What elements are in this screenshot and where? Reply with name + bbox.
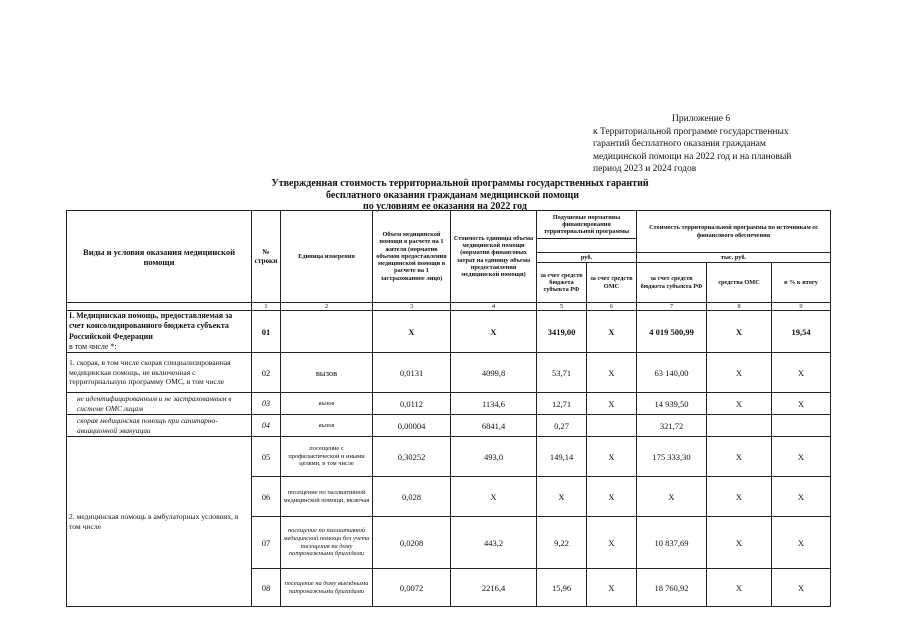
row-pct: X (772, 437, 831, 477)
row-description (67, 311, 252, 353)
row-cost-oms: X (707, 311, 772, 353)
row-code: 05 (252, 437, 281, 477)
row-cost-budget: 175 333,30 (637, 437, 707, 477)
header-pct: в % к итогу (772, 263, 831, 303)
column-numbers-row (67, 303, 831, 311)
row-description: не идентифицированным и не застрахованным в системе ОМС лицам (67, 393, 252, 415)
table-row (67, 393, 831, 415)
row-volume: 0,0112 (373, 393, 451, 415)
cost-table (66, 210, 831, 607)
column-number: 9 (772, 303, 831, 311)
title-line: бесплатного оказания гражданам медицинской помощи (325, 189, 579, 201)
header-volume: Объем медицинской помощи в расчете на 1 жителя (норматив объемов предоставления медицинской помощи в расчете на 1 застрахованное лицо) (373, 211, 451, 303)
row-cost: 2216,4 (451, 569, 537, 607)
row-cost-oms (707, 415, 772, 437)
row-budget: X (537, 477, 587, 517)
row-pct: X (772, 569, 831, 607)
row-budget: 12,71 (537, 393, 587, 415)
row-code: 03 (252, 393, 281, 415)
row-oms: X (587, 437, 637, 477)
row-cost-oms: X (707, 393, 772, 415)
row-budget: 149,14 (537, 437, 587, 477)
column-number: 3 (373, 303, 451, 311)
row-code: 01 (252, 311, 281, 353)
row-budget: 53,71 (537, 353, 587, 393)
row-cost: X (451, 311, 537, 353)
row-budget: 15,96 (537, 569, 587, 607)
appendix-line: гарантий бесплатного оказания гражданам (593, 139, 766, 150)
row-oms: X (587, 569, 637, 607)
column-number: 4 (451, 303, 537, 311)
row-budget: 9,22 (537, 517, 587, 569)
row-pct: X (772, 517, 831, 569)
row-cost: 443,2 (451, 517, 537, 569)
row-code: 07 (252, 517, 281, 569)
row-cost-budget: 321,72 (637, 415, 707, 437)
row-cost: X (451, 477, 537, 517)
row-oms: X (587, 353, 637, 393)
column-number: 2 (281, 303, 373, 311)
column-number (67, 303, 252, 311)
row-cost: 4099,8 (451, 353, 537, 393)
row-pct: 19,54 (772, 311, 831, 353)
header-per-capita-cont (537, 239, 637, 253)
column-number: 5 (537, 303, 587, 311)
title-line: по условиям ее оказания на 2022 год (363, 201, 527, 212)
table-row (67, 437, 831, 477)
appendix-line: к Территориальной программе государственных (593, 126, 789, 137)
row-oms: X (587, 517, 637, 569)
row-code: 08 (252, 569, 281, 607)
row-cost: 1134,6 (451, 393, 537, 415)
appendix-title: Приложение 6 (672, 114, 731, 124)
row-pct: X (772, 393, 831, 415)
row-cost: 493,0 (451, 437, 537, 477)
column-number: 6 (587, 303, 637, 311)
row-cost-oms: X (707, 477, 772, 517)
header-oms-2: средства ОМС (707, 263, 772, 303)
row-cost-budget: 4 019 500,99 (637, 311, 707, 353)
table-row (67, 353, 831, 393)
row-oms (587, 415, 637, 437)
header-oms-funds: за счет средств ОМС (587, 263, 637, 303)
row-unit: посещение на дому выездными патронажными бригадами (281, 569, 373, 607)
column-number: 1 (252, 303, 281, 311)
header-row-no: № строки (252, 211, 281, 303)
row-cost-oms: X (707, 353, 772, 393)
row-oms: X (587, 393, 637, 415)
row-cost-budget: 18 760,92 (637, 569, 707, 607)
row-pct: X (772, 353, 831, 393)
row-volume: 0,00004 (373, 415, 451, 437)
header-cost-unit: Стоимость единицы объема медицинской помощи (норматив финансовых затрат на единицу объема предоставления медицинской помощи) (451, 211, 537, 303)
row-cost-oms: X (707, 569, 772, 607)
row-budget: 0,27 (537, 415, 587, 437)
row-unit: посещение с профилактической и иными целями, в том числе (281, 437, 373, 477)
row-description: скорая медицинская помощь при санитарно-авиационной эвакуации (67, 415, 252, 437)
row-cost-oms: X (707, 437, 772, 477)
column-number: 8 (707, 303, 772, 311)
row-volume: 0,0208 (373, 517, 451, 569)
row-unit: вызов (281, 415, 373, 437)
row-description-main: I. Медицинская помощь, предоставляемая за счет консолидированного бюджета субъекта Российской Федерации (69, 311, 233, 341)
group-description: 2. медицинская помощь в амбулаторных условиях, в том числе (67, 437, 252, 607)
document-title (180, 178, 740, 213)
row-cost-budget: X (637, 477, 707, 517)
row-cost-budget: 63 140,00 (637, 353, 707, 393)
header-rub: руб. (537, 253, 637, 263)
row-oms: X (587, 477, 637, 517)
header-kinds: Виды и условия оказания медицинской помощи (67, 211, 252, 303)
appendix-line: период 2023 и 2024 годов (593, 164, 697, 175)
row-code: 02 (252, 353, 281, 393)
row-code: 04 (252, 415, 281, 437)
row-volume: X (373, 311, 451, 353)
column-number: 7 (637, 303, 707, 311)
row-cost-budget: 14 939,50 (637, 393, 707, 415)
title-line: Утвержденная стоимость территориальной программы государственных гарантий (271, 178, 649, 189)
header-per-capita: Подушевые нормативы финансирования территориальной программы (537, 211, 637, 239)
row-description: 1. скорая, в том числе скорая специализированная медицинская помощь, не включенная с территориальную программу ОМС, в том числе (67, 353, 252, 393)
row-code: 06 (252, 477, 281, 517)
row-volume: 0,0131 (373, 353, 451, 393)
row-oms: X (587, 311, 637, 353)
table-row (67, 311, 831, 353)
row-budget: 3419,00 (537, 311, 587, 353)
row-volume: 0,30252 (373, 437, 451, 477)
row-unit: вызов (281, 393, 373, 415)
header-budget-rf-2: за счет средств бюджета субъекта РФ (637, 263, 707, 303)
header-budget-rf: за счет средств бюджета субъекта РФ (537, 263, 587, 303)
row-unit (281, 311, 373, 353)
row-cost-budget: 10 837,69 (637, 517, 707, 569)
row-pct: X (772, 477, 831, 517)
row-description-sub: в том числе *: (69, 341, 117, 351)
table-row (67, 415, 831, 437)
row-cost-oms: X (707, 517, 772, 569)
header-total-cost: Стоимость территориальной программы по источникам ее финансового обеспечения (637, 211, 831, 253)
appendix-line: медицинской помощи на 2022 год и на плановый (593, 151, 792, 162)
row-volume: 0,028 (373, 477, 451, 517)
row-unit: посещение по паллиативной медицинской помощи без учета посещения на дому патронажными бригадами (281, 517, 373, 569)
row-cost: 6841,4 (451, 415, 537, 437)
appendix-note (593, 113, 833, 176)
row-unit: вызов (281, 353, 373, 393)
header-thous-rub: тыс. руб. (637, 253, 831, 263)
row-unit: посещение по паллиативной медицинской помощи, включая (281, 477, 373, 517)
header-unit: Единица измерения (281, 211, 373, 303)
row-pct (772, 415, 831, 437)
row-volume: 0,0072 (373, 569, 451, 607)
